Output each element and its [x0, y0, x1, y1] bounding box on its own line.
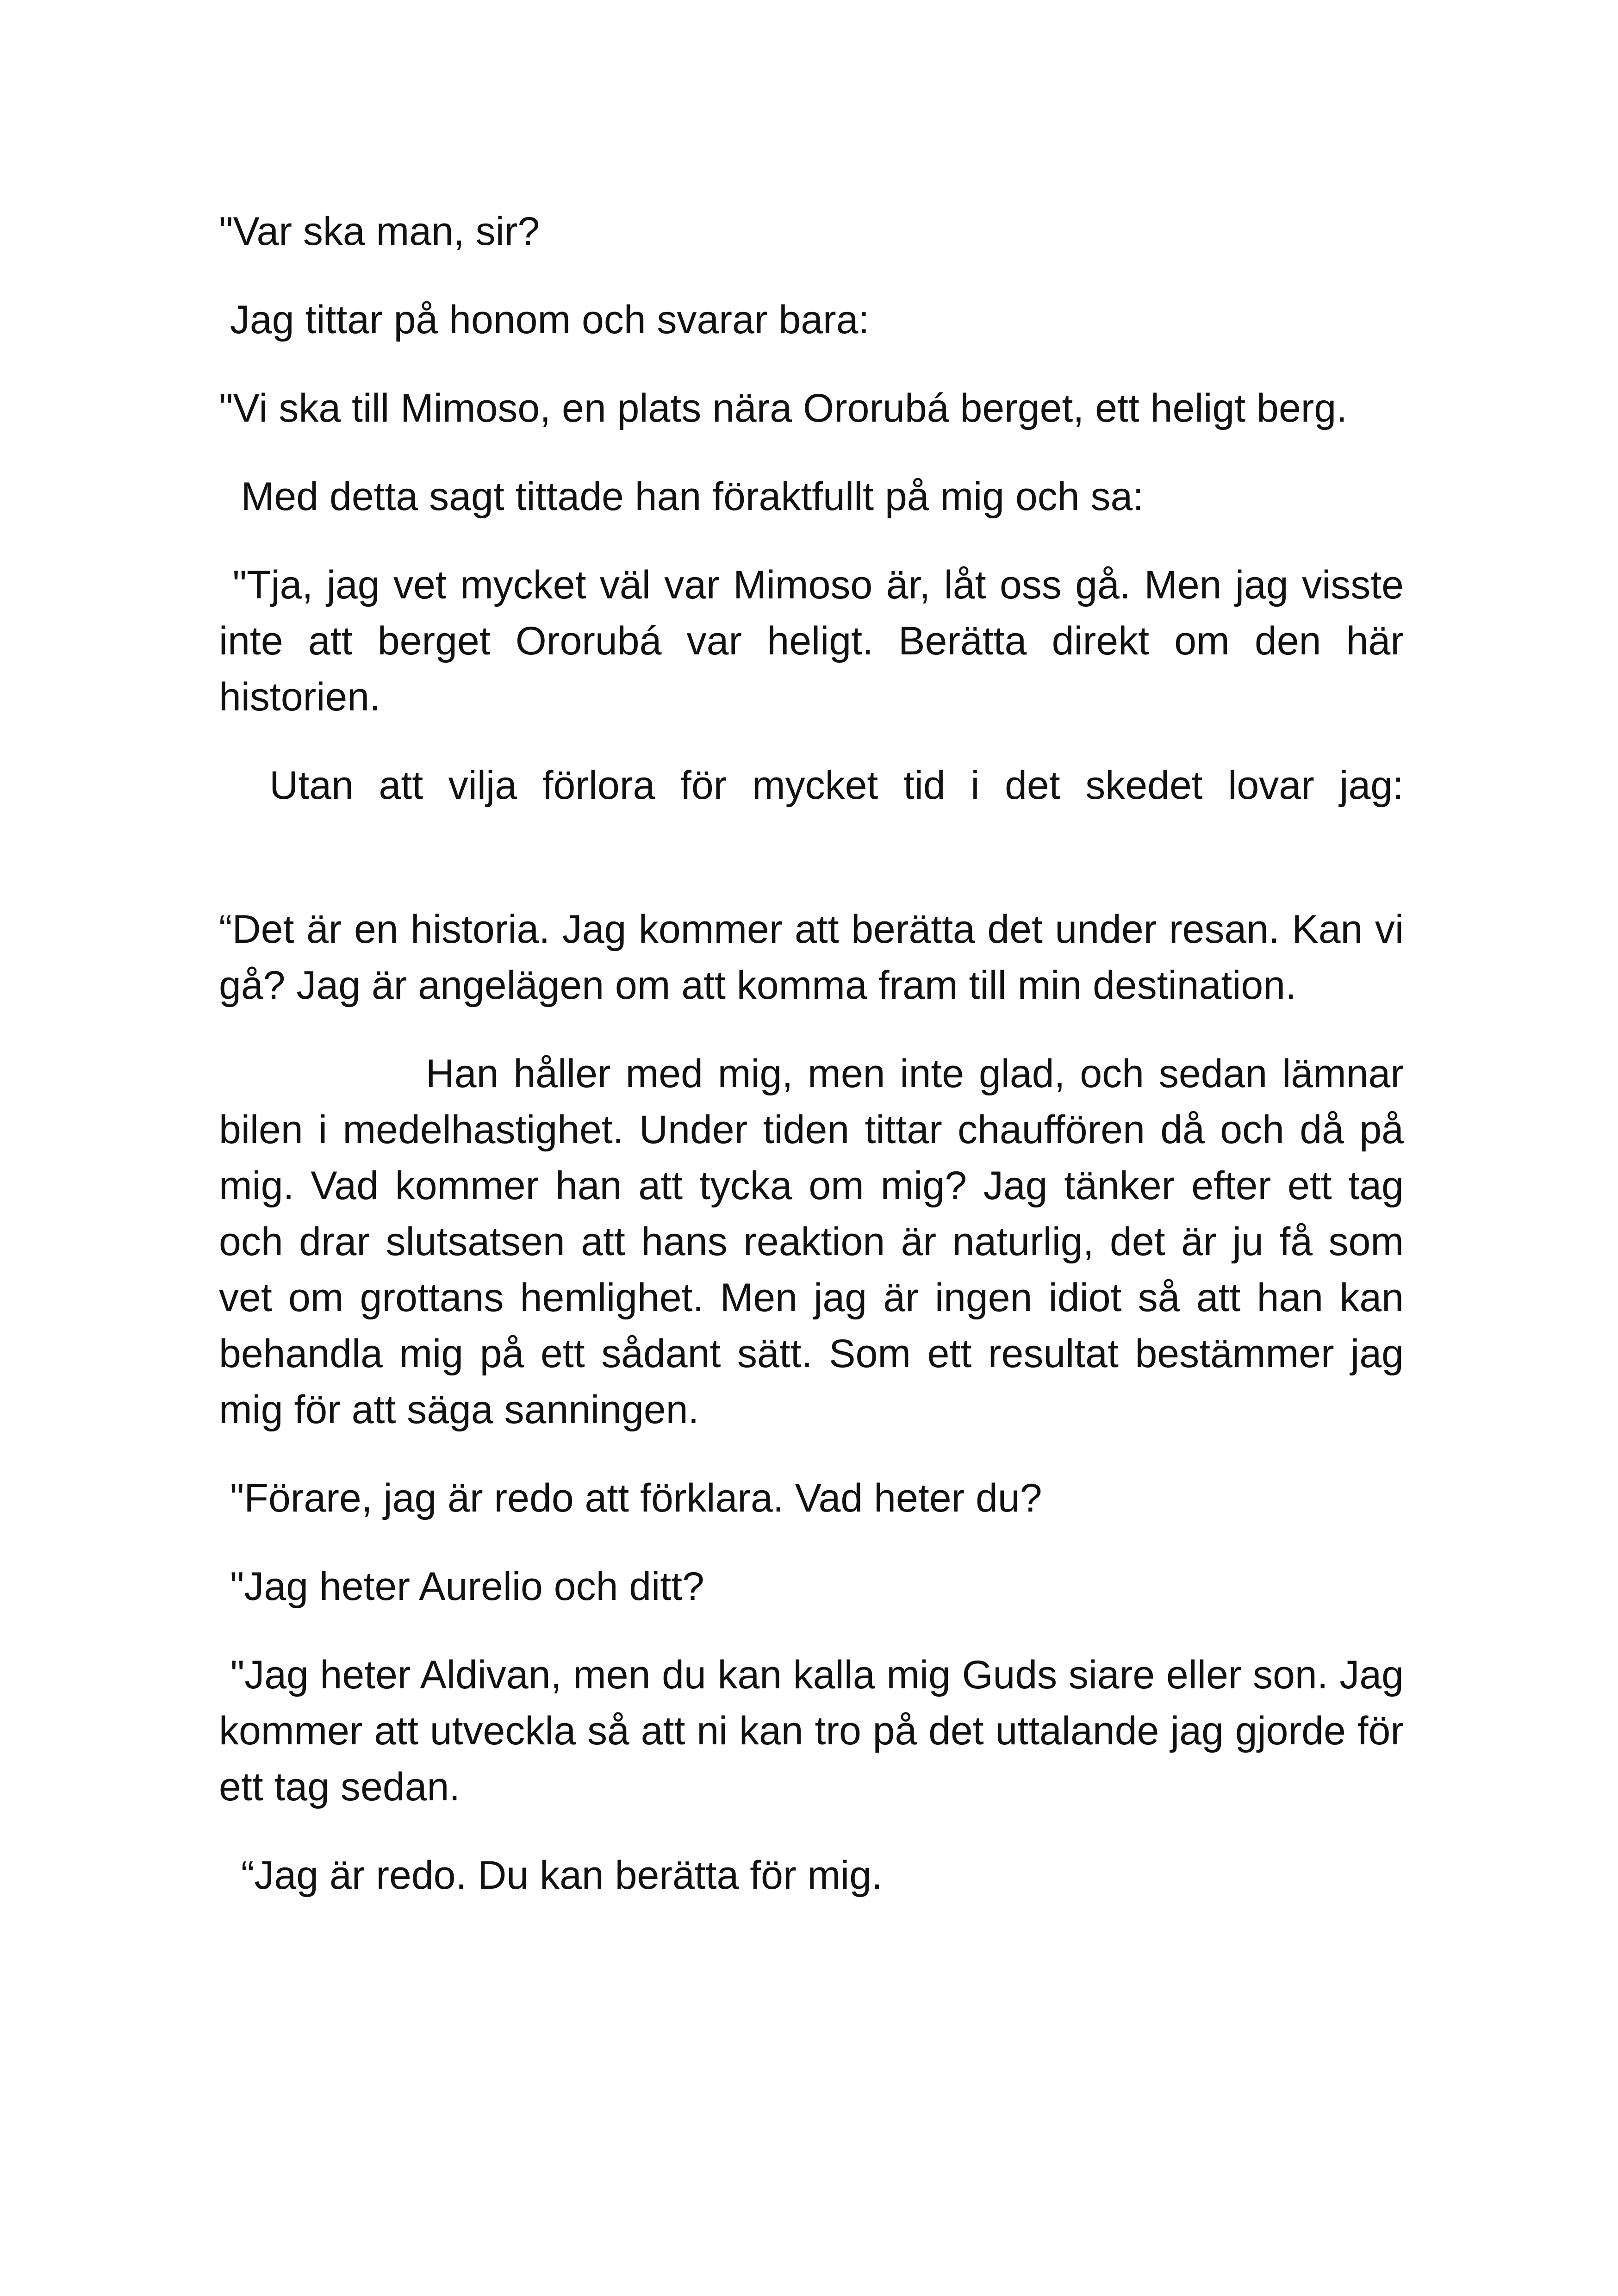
- paragraph-10: "Jag heter Aurelio och ditt?: [219, 1564, 704, 1609]
- paragraph-2: Jag tittar på honom och svarar bara:: [219, 298, 870, 342]
- paragraph-4: Med detta sagt tittade han föraktfullt på mig och sa:: [219, 474, 1144, 519]
- document-body: [219, 204, 1415, 1904]
- paragraph-9: "Förare, jag är redo att förklara. Vad heter du?: [219, 1476, 1042, 1520]
- paragraph-6: Utan att vilja förlora för mycket tid i det skedet lovar jag:: [219, 763, 1404, 808]
- paragraph-7: “Det är en historia. Jag kommer att berätta det under resan. Kan vi gå? Jag är angelägen om att komma fram till min destination.: [219, 907, 1415, 1008]
- paragraph-3: "Vi ska till Mimoso, en plats nära Ororubá berget, ett heligt berg.: [219, 386, 1348, 430]
- paragraph-1: "Var ska man, sir?: [219, 209, 540, 254]
- paragraph-5: "Tja, jag vet mycket väl var Mimoso är, låt oss gå. Men jag visste inte att berget Ororubá var heligt. Berätta direkt om den här historien.: [219, 563, 1415, 719]
- paragraph-12: “Jag är redo. Du kan berätta för mig.: [219, 1853, 883, 1898]
- paragraph-11: "Jag heter Aldivan, men du kan kalla mig Guds siare eller son. Jag kommer att utveckla så att ni kan tro på det uttalande jag gjorde för ett tag sedan.: [219, 1653, 1415, 1809]
- paragraph-8: Han håller med mig, men inte glad, och sedan lämnar bilen i medelhastighet. Under tiden tittar chauffören då och då på mig. Vad kommer han att tycka om mig? Jag tänker efter ett tag och drar slutsatsen att hans reaktion är naturlig, det är ju få som vet om grottans hemlighet. Men jag är ingen idiot så att han kan behandla mig på ett sådant sätt. Som ett resultat bestämmer jag mig för att säga sanningen.: [219, 1052, 1415, 1432]
